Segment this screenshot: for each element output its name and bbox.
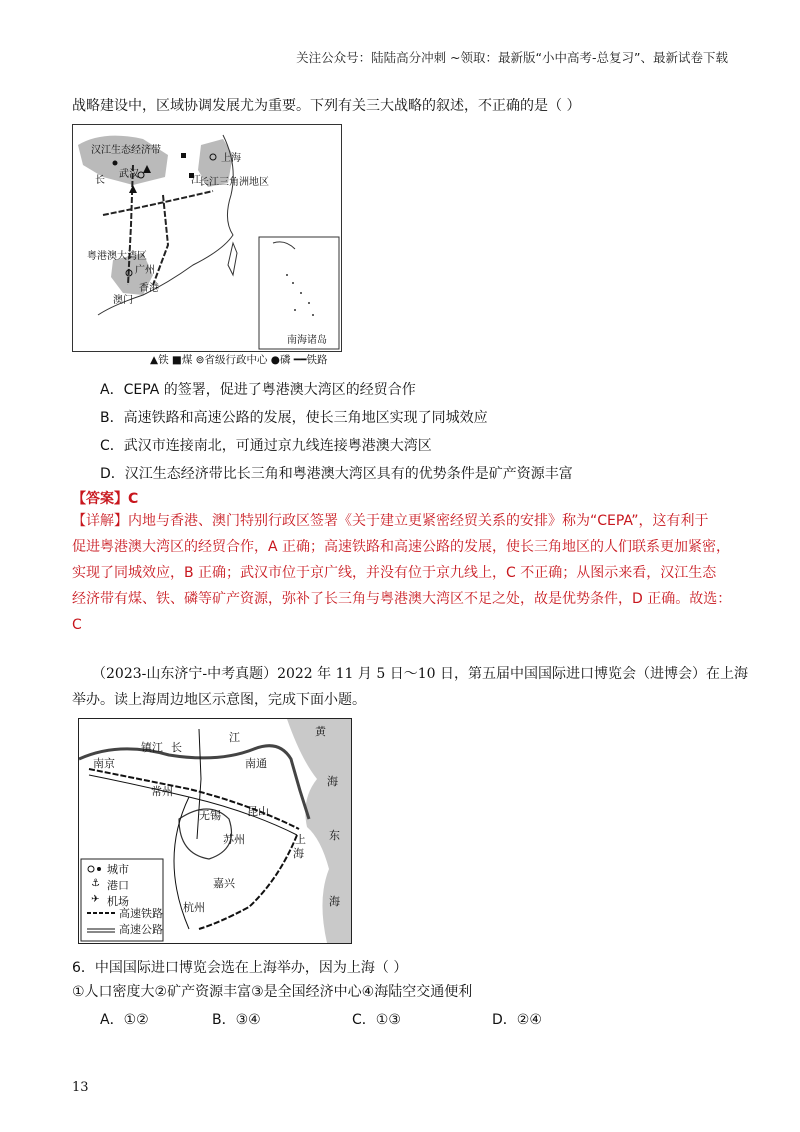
- map2-label-nanjing: 南京: [93, 757, 115, 770]
- detail-line: C: [72, 617, 82, 633]
- map2-label-hai3: 海: [329, 895, 340, 908]
- legend-port: 港口: [107, 879, 129, 892]
- map1-legend: ▲铁 ■煤 ⊚省级行政中心 ●磷 ━━铁路: [150, 354, 328, 366]
- question-5-stem: 战略建设中，区域协调发展尤为重要。下列有关三大战略的叙述，不正确的是（ ）: [72, 98, 581, 114]
- china-strategy-map: [72, 124, 342, 352]
- shanghai-region-map: [78, 718, 352, 944]
- map1-label-chang: 长: [95, 175, 105, 186]
- map2-label-wuxi: 无锡: [199, 809, 221, 822]
- map1-label-gba: 粤港澳大湾区: [87, 251, 147, 262]
- svg-text:⚓: ⚓: [91, 878, 100, 889]
- map1-label-hanjiang: 汉江生态经济带: [91, 145, 161, 156]
- detail-line: 【详解】内地与香港、澳门特别行政区签署《关于建立更紧密经贸关系的安排》称为“CEPA”，这有利于: [72, 513, 709, 529]
- page-number: 13: [72, 1080, 89, 1095]
- answer-detail: [72, 508, 731, 638]
- legend-airport: 机场: [107, 895, 129, 908]
- detail-line: 实现了同城效应，B 正确；武汉市位于京广线，并没有位于京九线上，C 不正确；从图示来看，汉江生态: [72, 565, 717, 581]
- map1-label-wuhan: 武汉: [119, 169, 139, 180]
- q6-choice-b: B．③④: [212, 1012, 261, 1028]
- map2-label-shang: 上: [295, 833, 306, 846]
- q6-choice-c: C．①③: [352, 1012, 401, 1028]
- map2-label-jiaxing: 嘉兴: [213, 877, 235, 890]
- legend-highway: 高速公路: [119, 923, 163, 936]
- detail-line: 经济带有煤、铁、磷等矿产资源，弥补了长三角与粤港澳大湾区不足之处，故是优势条件，D 正确。故选：: [72, 591, 732, 607]
- map2-label-dong: 东: [329, 829, 340, 842]
- map2-label-jiang: 江: [229, 731, 240, 744]
- legend-rail: 高速铁路: [119, 907, 163, 920]
- question-6-items: ①人口密度大②矿产资源丰富③是全国经济中心④海陆空交通便利: [72, 984, 473, 1000]
- answer-label: 【答案】C: [72, 491, 139, 507]
- map1-label-xianggang: 香港: [139, 283, 159, 294]
- map2-label-kunshan: 昆山: [247, 805, 269, 818]
- map1-label-aomen: 澳门: [113, 295, 133, 306]
- china-strategy-map-graphic: [73, 125, 341, 351]
- map2-label-zhenjiang: 镇江: [141, 741, 163, 754]
- map1-label-shanghai: 上海: [221, 153, 241, 164]
- option-a: A．CEPA 的签署，促进了粤港澳大湾区的经贸合作: [100, 382, 416, 398]
- intro-line-1: （2023-山东济宁-中考真题）2022 年 11 月 5 日～10 日，第五届中国国际进口博览会（进博会）在上海: [92, 666, 748, 682]
- map1-label-guangzhou: 广州: [135, 265, 155, 276]
- q6-choice-d: D．②④: [492, 1012, 542, 1028]
- map2-label-suzhou: 苏州: [223, 833, 245, 846]
- map2-label-changzhou: 常州: [151, 785, 173, 798]
- map1-label-jiang: 江: [191, 175, 201, 186]
- map2-label-hai2: 海: [293, 847, 304, 860]
- svg-text:✈: ✈: [91, 894, 100, 905]
- question-6-stem: 6．中国国际进口博览会选在上海举办，因为上海（ ）: [72, 960, 408, 976]
- page-header: 关注公众号：陆陆高分冲刺 ~领取：最新版“小中高考-总复习”、最新试卷下载: [296, 50, 728, 65]
- option-b: B．高速铁路和高速公路的发展，使长三角地区实现了同城效应: [100, 410, 488, 426]
- map2-label-hangzhou: 杭州: [183, 901, 205, 914]
- map1-label-csj: 长江三角洲地区: [199, 177, 269, 188]
- detail-line: 促进粤港澳大湾区的经贸合作，A 正确；高速铁路和高速公路的发展，使长三角地区的人们联系更加紧密，: [72, 539, 731, 555]
- map2-label-nantong: 南通: [245, 757, 267, 770]
- shanghai-region-map-graphic: [79, 719, 351, 943]
- map2-label-chang: 长: [171, 741, 182, 754]
- map2-label-hai1: 海: [327, 775, 338, 788]
- legend-city: 城市: [107, 863, 129, 876]
- map2-label-huang: 黄: [315, 725, 326, 738]
- intro-line-2: 举办。读上海周边地区示意图，完成下面小题。: [72, 692, 366, 708]
- option-d: D．汉江生态经济带比长三角和粤港澳大湾区具有的优势条件是矿产资源丰富: [100, 466, 573, 482]
- q6-choice-a: A．①②: [100, 1012, 149, 1028]
- map1-label-nanhai: 南海诸岛: [287, 335, 327, 346]
- option-c: C．武汉市连接南北，可通过京九线连接粤港澳大湾区: [100, 438, 432, 454]
